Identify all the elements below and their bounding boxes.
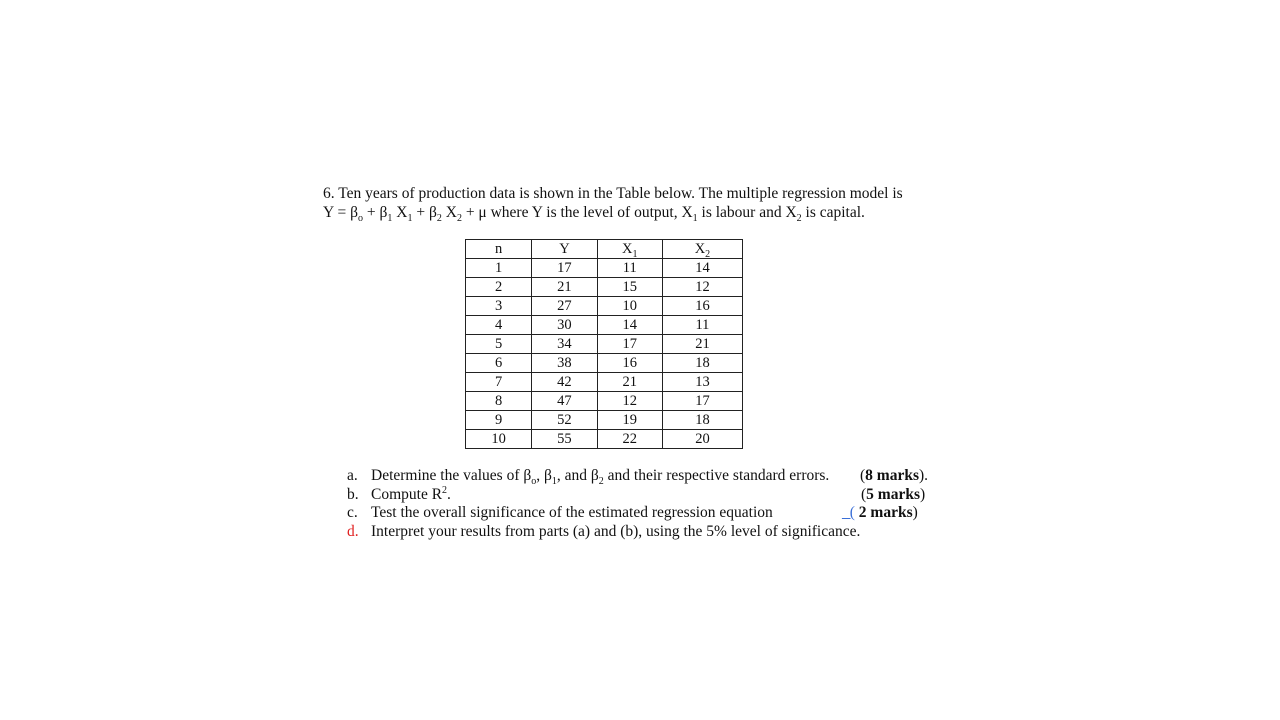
cell-x2: 17: [662, 392, 742, 411]
part-b: [347, 486, 947, 505]
part-d: [347, 523, 947, 542]
cell-x2: 20: [662, 430, 742, 449]
cell-x1: 10: [597, 297, 662, 316]
table-row: [466, 335, 743, 354]
cell-x1: 15: [597, 278, 662, 297]
header-n: n: [466, 240, 532, 259]
table-row: [466, 373, 743, 392]
cell-n: 1: [466, 259, 532, 278]
part-c-link-mark[interactable]: _(: [842, 504, 855, 521]
cell-x1: 19: [597, 411, 662, 430]
table-row: [466, 297, 743, 316]
cell-x2: 21: [662, 335, 742, 354]
table-row: [466, 354, 743, 373]
cell-x2: 13: [662, 373, 742, 392]
cell-x2: 11: [662, 316, 742, 335]
cell-y: 27: [532, 297, 597, 316]
part-a-text: Determine the values of $\beta_o$, $\beta_1$, and $\beta_2$ and their respective standard errors.: [371, 467, 830, 488]
cell-x2: 16: [662, 297, 742, 316]
cell-n: 9: [466, 411, 532, 430]
header-y: Y: [532, 240, 597, 259]
question-parts-list: [347, 467, 947, 541]
cell-n: 10: [466, 430, 532, 449]
question-line-2: $Y = \beta_o + \beta_1$ $X_1 + \beta_2$ $X_2 + \mu$ where Y is the level of output, $X_1$ is labour and $X_2$ is capital.: [323, 204, 865, 225]
part-b-marks: (5 marks): [861, 485, 926, 503]
part-d-text: Interpret your results from parts (a) and (b), using the 5% level of significance.: [371, 522, 861, 540]
cell-y: 38: [532, 354, 597, 373]
table-row: [466, 316, 743, 335]
cell-y: 34: [532, 335, 597, 354]
cell-n: 7: [466, 373, 532, 392]
part-d-letter: d.: [347, 522, 359, 540]
cell-x1: 14: [597, 316, 662, 335]
header-x1: $X_1$: [597, 240, 662, 259]
cell-x1: 12: [597, 392, 662, 411]
cell-y: 42: [532, 373, 597, 392]
cell-x1: 17: [597, 335, 662, 354]
part-a: [347, 467, 947, 486]
table-row: [466, 259, 743, 278]
part-a-marks: (8 marks).: [860, 467, 929, 484]
cell-y: 21: [532, 278, 597, 297]
cell-n: 3: [466, 297, 532, 316]
cell-y: 55: [532, 430, 597, 449]
cell-y: 47: [532, 392, 597, 411]
cell-x2: 12: [662, 278, 742, 297]
cell-x1: 11: [597, 259, 662, 278]
cell-x2: 18: [662, 354, 742, 373]
cell-x2: 14: [662, 259, 742, 278]
question-text: [323, 184, 963, 225]
cell-n: 4: [466, 316, 532, 335]
cell-x2: 18: [662, 411, 742, 430]
cell-n: 8: [466, 392, 532, 411]
cell-n: 5: [466, 335, 532, 354]
table-row: [466, 430, 743, 449]
part-b-letter: b.: [347, 485, 359, 503]
part-b-text: Compute $R^2$.: [371, 484, 451, 503]
cell-n: 2: [466, 278, 532, 297]
table-row: [466, 392, 743, 411]
part-c-text: Test the overall significance of the estimated regression equation: [371, 504, 773, 521]
table-row: [466, 411, 743, 430]
cell-x1: 21: [597, 373, 662, 392]
cell-x1: 22: [597, 430, 662, 449]
cell-y: 17: [532, 259, 597, 278]
cell-y: 30: [532, 316, 597, 335]
table-header-row: [466, 240, 743, 259]
part-a-letter: a.: [347, 467, 358, 484]
production-data-table: [465, 239, 743, 449]
table-row: [466, 278, 743, 297]
part-c-letter: c.: [347, 504, 358, 521]
header-x2: $X_2$: [662, 240, 742, 259]
cell-x1: 16: [597, 354, 662, 373]
cell-n: 6: [466, 354, 532, 373]
cell-y: 52: [532, 411, 597, 430]
question-line-1: 6. Ten years of production data is shown in the Table below. The multiple regression model is: [323, 185, 903, 202]
part-c-marks: _( 2 marks): [842, 504, 918, 521]
part-c: [347, 504, 947, 523]
